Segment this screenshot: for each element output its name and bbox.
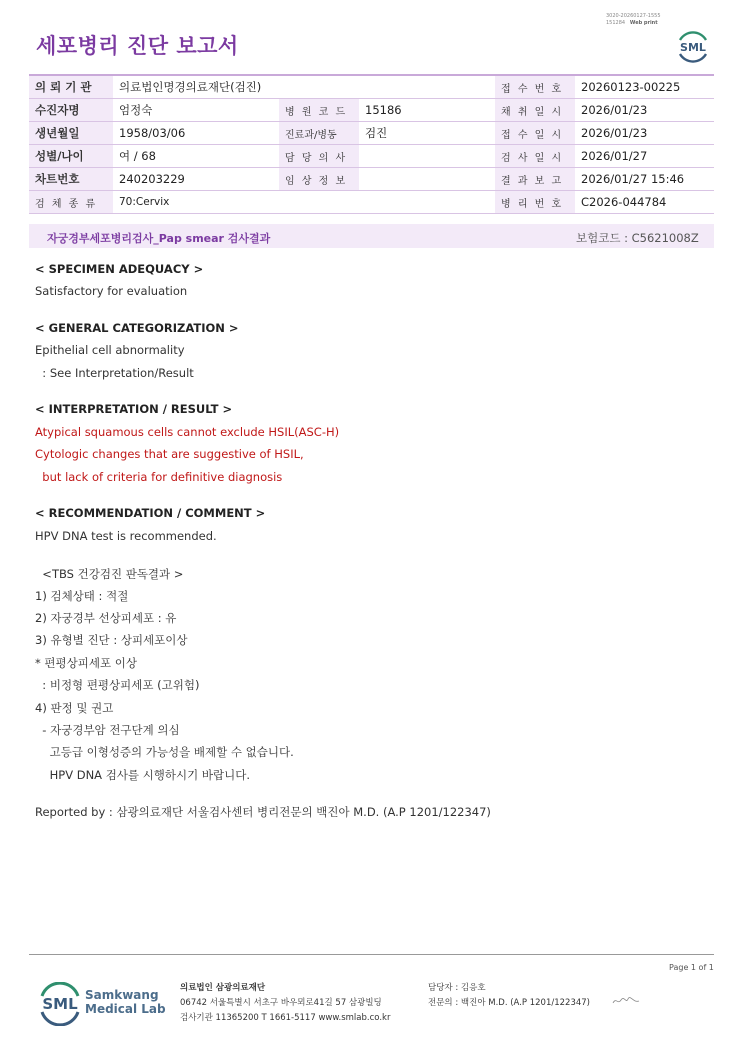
value-chart-number: 240203229: [113, 168, 279, 191]
patient-info-table: [29, 74, 714, 214]
recommendation-heading: < RECOMMENDATION / COMMENT >: [35, 506, 266, 520]
label-department: 진료과/병동: [279, 122, 359, 145]
reported-by: Reported by : 삼광의료재단 서울검사센터 병리전문의 백진아 M.D. (A.P 1201/122347): [35, 805, 491, 819]
print-ref-id: 3020-20260127-1555: [606, 13, 661, 19]
value-result-report: 2026/01/27 15:46: [575, 168, 714, 191]
tbs-item: 3) 유형별 진단 : 상피세포이상: [35, 633, 188, 647]
value-test-date: 2026/01/27: [575, 145, 714, 168]
specimen-adequacy-heading: < SPECIMEN ADEQUACY >: [35, 262, 204, 276]
tbs-heading: <TBS 건강검진 판독결과 >: [35, 567, 184, 581]
sml-footer-logo-text: SML: [42, 995, 78, 1013]
signature-icon: [612, 996, 640, 1006]
tbs-item: * 편평상피세포 이상: [35, 656, 137, 670]
label-sex-age: 성별/나이: [29, 145, 113, 168]
footer-brand-line1: Samkwang: [85, 988, 159, 1002]
interpretation-heading: < INTERPRETATION / RESULT >: [35, 402, 233, 416]
value-department: 검진: [359, 122, 495, 145]
label-test-date: 검 사 일 시: [495, 145, 575, 168]
print-ref-label: Web print: [629, 20, 658, 26]
label-hospital-code: 병 원 코 드: [279, 99, 359, 122]
sml-logo-icon: [674, 28, 712, 66]
value-receipt-date: 2026/01/23: [575, 122, 714, 145]
label-receipt-number: 접 수 번 호: [495, 75, 575, 99]
label-receipt-date: 접 수 일 시: [495, 122, 575, 145]
tbs-item: : 비정형 편평상피세포 (고위험): [35, 678, 200, 692]
label-specimen-type: 검 체 종 류: [29, 191, 113, 214]
table-row: [29, 191, 714, 214]
general-categorization-heading: < GENERAL CATEGORIZATION >: [35, 321, 239, 335]
tbs-item: 1) 검체상태 : 적절: [35, 589, 129, 603]
tbs-item: - 자궁경부암 전구단계 의심: [35, 723, 180, 737]
footer-brand: [85, 988, 166, 1016]
page-number: Page 1 of 1: [669, 963, 714, 972]
value-patient-name: 엄정숙: [113, 99, 279, 122]
table-row: [29, 122, 714, 145]
recommendation-text: HPV DNA test is recommended.: [35, 529, 217, 543]
value-clinical-info: [359, 168, 495, 191]
value-collection-date: 2026/01/23: [575, 99, 714, 122]
general-categorization-line1: Epithelial cell abnormality: [35, 343, 185, 357]
footer-staff-specialist: 전문의 : 백진아 M.D. (A.P 1201/122347): [428, 998, 590, 1008]
value-requesting-org: 의료법인명경의료재단(검진): [113, 75, 495, 99]
interpretation-line1: Atypical squamous cells cannot exclude HSIL(ASC-H): [35, 425, 340, 439]
footer-brand-line2: Medical Lab: [85, 1002, 166, 1016]
value-birth-date: 1958/03/06: [113, 122, 279, 145]
print-reference: [606, 13, 661, 27]
general-categorization-line2: : See Interpretation/Result: [35, 366, 194, 380]
footer-org-name: 의료법인 삼광의료재단: [180, 983, 266, 993]
label-patient-name: 수진자명: [29, 99, 113, 122]
footer-staff-manager: 담당자 : 김응호: [428, 983, 486, 993]
interpretation-line2: Cytologic changes that are suggestive of HSIL,: [35, 447, 304, 461]
label-result-report: 결 과 보 고: [495, 168, 575, 191]
label-pathology-number: 병 리 번 호: [495, 191, 575, 214]
value-specimen-type: 70:Cervix: [113, 191, 495, 214]
table-row: [29, 75, 714, 99]
label-birth-date: 생년월일: [29, 122, 113, 145]
label-chart-number: 차트번호: [29, 168, 113, 191]
page-title: 세포병리 진단 보고서: [36, 34, 239, 58]
table-row: [29, 145, 714, 168]
label-physician: 담 당 의 사: [279, 145, 359, 168]
value-sex-age: 여 / 68: [113, 145, 279, 168]
sml-footer-logo-icon: [36, 982, 84, 1026]
label-collection-date: 채 취 일 시: [495, 99, 575, 122]
specimen-adequacy-text: Satisfactory for evaluation: [35, 284, 188, 298]
value-receipt-number: 20260123-00225: [575, 75, 714, 99]
sml-logo-text: SML: [680, 41, 706, 54]
tbs-item: 고등급 이형성증의 가능성을 배제할 수 없습니다.: [35, 745, 294, 759]
insurance-code: 보험코드 : C5621008Z: [576, 231, 699, 245]
label-clinical-info: 임 상 정 보: [279, 168, 359, 191]
print-ref-num: 151284: [606, 20, 626, 26]
tbs-item: HPV DNA 검사를 시행하시기 바랍니다.: [35, 768, 250, 782]
footer-staff: [428, 981, 590, 1011]
tbs-item: 4) 판정 및 권고: [35, 701, 114, 715]
tbs-item: 2) 자궁경부 선상피세포 : 유: [35, 611, 177, 625]
value-pathology-number: C2026-044784: [575, 191, 714, 214]
interpretation-line3: but lack of criteria for definitive diagnosis: [35, 470, 283, 484]
footer-divider: [29, 954, 714, 955]
footer-org-contact: 검사기관 11365200 T 1661-5117 www.smlab.co.kr: [180, 1013, 391, 1023]
value-hospital-code: 15186: [359, 99, 495, 122]
value-physician: [359, 145, 495, 168]
label-requesting-org: 의 뢰 기 관: [29, 75, 113, 99]
table-row: [29, 99, 714, 122]
test-name: 자궁경부세포병리검사_Pap smear 검사결과: [47, 232, 271, 245]
footer-org-address: 06742 서울특별시 서초구 바우뫼로41길 57 삼광빌딩: [180, 998, 382, 1008]
footer-organization: [180, 981, 390, 1026]
table-row: [29, 168, 714, 191]
